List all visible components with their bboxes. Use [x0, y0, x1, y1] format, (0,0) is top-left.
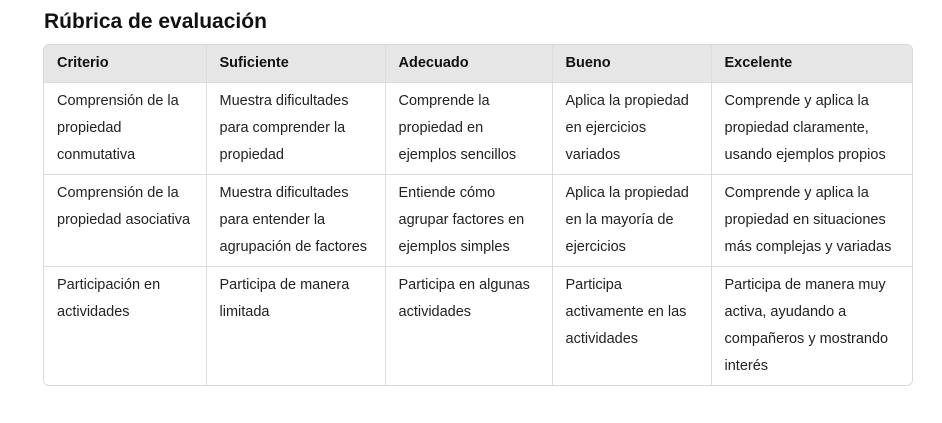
table-row [44, 174, 913, 266]
cell-adecuado: Comprende la propiedad en ejemplos sencillos [385, 82, 552, 174]
cell-excelente: Comprende y aplica la propiedad en situaciones más complejas y variadas [711, 174, 913, 266]
table-row [44, 82, 913, 174]
cell-criterio: Comprensión de la propiedad asociativa [44, 174, 206, 266]
column-header-bueno: Bueno [552, 45, 711, 82]
column-header-excelente: Excelente [711, 45, 913, 82]
cell-adecuado: Participa en algunas actividades [385, 266, 552, 385]
cell-suficiente: Participa de manera limitada [206, 266, 385, 385]
column-header-adecuado: Adecuado [385, 45, 552, 82]
table-row [44, 266, 913, 385]
rubric-table-container [43, 44, 913, 386]
cell-suficiente: Muestra dificultades para comprender la propiedad [206, 82, 385, 174]
column-header-suficiente: Suficiente [206, 45, 385, 82]
rubric-table [44, 45, 913, 385]
page-title: Rúbrica de evaluación [44, 10, 267, 33]
cell-criterio: Comprensión de la propiedad conmutativa [44, 82, 206, 174]
cell-criterio: Participación en actividades [44, 266, 206, 385]
cell-excelente: Comprende y aplica la propiedad claramente, usando ejemplos propios [711, 82, 913, 174]
cell-adecuado: Entiende cómo agrupar factores en ejemplos simples [385, 174, 552, 266]
cell-bueno: Aplica la propiedad en la mayoría de ejercicios [552, 174, 711, 266]
cell-bueno: Participa activamente en las actividades [552, 266, 711, 385]
cell-excelente: Participa de manera muy activa, ayudando a compañeros y mostrando interés [724, 276, 889, 374]
cell-suficiente: Muestra dificultades para entender la agrupación de factores [206, 174, 385, 266]
table-header-row [44, 45, 913, 82]
column-header-criterio: Criterio [44, 45, 206, 82]
cell-bueno: Aplica la propiedad en ejercicios variados [552, 82, 711, 174]
